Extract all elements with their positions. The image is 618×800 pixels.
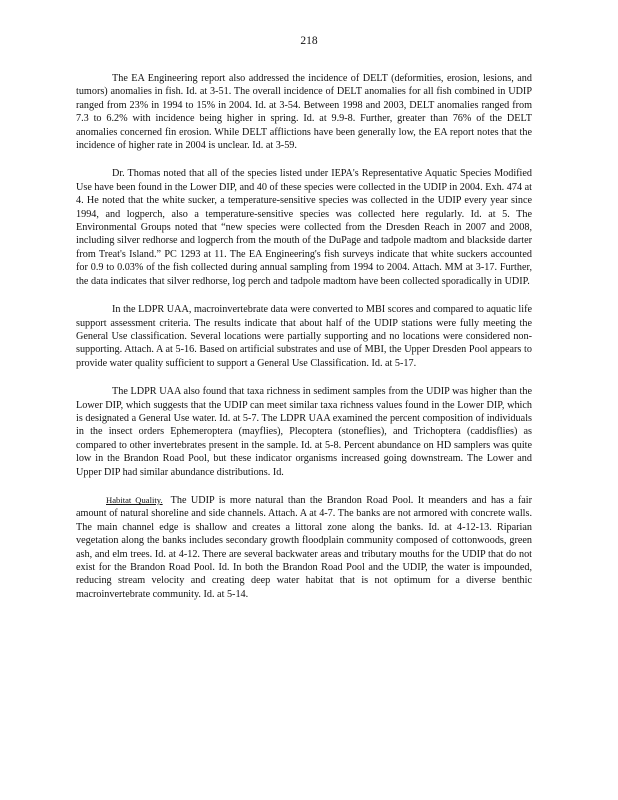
page-number: 218 <box>300 35 318 47</box>
paragraph-habitat-quality <box>76 494 532 601</box>
paragraph-taxa-richness: The LDPR UAA also found that taxa richness in sediment samples from the UDIP was higher than the Lower DIP, which suggests that the UDIP can meet similar taxa richness values found in the Lower DIP, which is designated a General Use water. Id. at 5-7. The LDPR UAA examined the percent composition of individuals in the insect orders Ephemeroptera (mayflies), Plecoptera (stoneflies), and Trichoptera (caddisflies) as compared to other invertebrates present in the sample. Id. at 5-8. Percent abundance on HD samplers was quite low in the Brandon Road Pool, but these indicator organisms increased going downstream. The Lower and Upper DIP had similar abundance distributions. Id. <box>76 386 532 478</box>
habitat-text: The UDIP is more natural than the Brandon Road Pool. It meanders and has a fair amount of natural shoreline and side channels. Attach. A at 4-7. The banks are not armored with concrete walls. The main channel edge is shallow and creates a littoral zone along the banks. Id. at 4-12-13. Riparian vegetation along the banks includes secondary growth floodplain community composed of cottonwoods, green ash, and elm trees. Id. at 4-12. There are several backwater areas and tributary mouths for the UDIP that do not exist for the Brandon Road Pool. Id. In both the Brandon Road Pool and the UDIP, the water is impounded, reducing stream velocity and creating deep water habitat that is not optimum for a diverse benthic macroinvertebrate community. Id. at 5-14. <box>76 494 532 600</box>
paragraph-aquatic-species: Dr. Thomas noted that all of the species listed under IEPA's Representative Aquatic Species Modified Use have been found in the Lower DIP, and 40 of these species were collected in the UDIP in 2004. Exh. 474 at 4. He noted that the white sucker, a temperature-sensitive species was collected in the UDIP every year since 1994, and logperch, also a temperature-sensitive species was collected here regularly. Id. at 5. The Environmental Groups noted that “new species were collected from the Dresden Reach in 2007 and 2008, including silver redhorse and logperch from the mouth of the DuPage and tadpole madtom and blackside darter from Treat's Island.” PC 1293 at 11. The EA Engineering's fish surveys indicate that white suckers accounted for 0.9 to 0.03% of the fish collected during annual sampling from 1994 to 2004. Attach. MM at 3-17. Further, the data indicates that silver redhorse, log perch and tadpole madtom have been collected sporadically in UDIP. <box>76 168 532 287</box>
paragraph-delt-anomalies: The EA Engineering report also addressed the incidence of DELT (deformities, erosion, lesions, and tumors) anomalies in fish. Id. at 3-51. The overall incidence of DELT anomalies for all fish combined in UDIP ranged from 23% in 1994 to 15% in 2004. Id. at 3-54. Between 1998 and 2003, DELT anomalies ranged from 7.3 to 6.2% with incidence being higher in spring. Id. at 9.9-8. Further, greater than 76% of the DELT anomalies concerned fin erosion. While DELT afflictions have been generally low, the EA report notes that the incidence of higher rate in 2004 is unclear. Id. at 3-59. <box>76 73 532 152</box>
document-body <box>76 72 532 616</box>
paragraph-macroinvertebrate: In the LDPR UAA, macroinvertebrate data were converted to MBI scores and compared to aquatic life support assessment criteria. The results indicate that about half of the UDIP stations were fully meeting the General Use classification. Several locations were partially supporting and no locations were considered non-supporting. Attach. A at 5-16. Based on artificial substrates and use of MBI, the Upper Dresden Pool appears to provide water quality sufficient to support a General Use Classification. Id. at 5-17. <box>76 304 532 369</box>
habitat-heading: Habitat Quality. <box>106 494 163 505</box>
